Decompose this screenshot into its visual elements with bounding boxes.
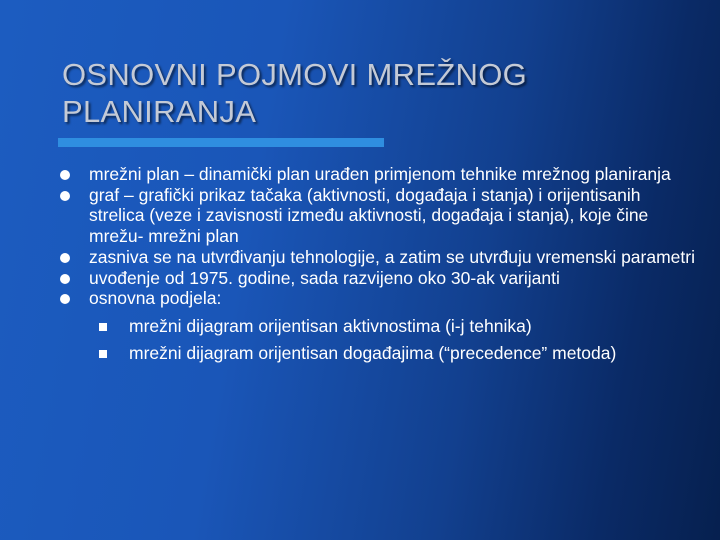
list-item	[60, 247, 700, 268]
square-bullet-icon	[99, 350, 107, 358]
slide-title: OSNOVNI POJMOVI MREŽNOG PLANIRANJA	[62, 57, 528, 129]
bullet-text: graf – grafički prikaz tačaka (aktivnosti, događaja i stanja) i orijentisanih strelica (veze i zavisnosti između aktivnosti, događaja i stanja), koje čine mrežu- mrežni plan	[89, 184, 649, 247]
bullet-text: uvođenje od 1975. godine, sada razvijeno oko 30-ak varijanti	[89, 267, 560, 288]
bullet-text: mrežni plan – dinamički plan urađen primjenom tehnike mrežnog planiranja	[89, 164, 671, 184]
list-item	[60, 185, 700, 247]
list-item	[60, 268, 700, 289]
bullet-text: osnovna podjela:	[89, 288, 222, 309]
sub-bullet-list	[89, 313, 700, 367]
sub-list-item	[99, 313, 700, 340]
list-item	[60, 164, 700, 185]
sub-bullet-text: mrežni dijagram orijentisan događajima (“precedence” metoda)	[129, 342, 617, 363]
bullet-list	[60, 164, 700, 367]
bullet-dot-icon	[60, 294, 70, 304]
bullet-dot-icon	[60, 253, 70, 263]
bullet-dot-icon	[60, 191, 70, 201]
title-underline	[58, 138, 384, 147]
list-item	[60, 288, 700, 367]
bullet-dot-icon	[60, 274, 70, 284]
square-bullet-icon	[99, 323, 107, 331]
sub-bullet-text: mrežni dijagram orijentisan aktivnostima (i-j tehnika)	[129, 315, 532, 336]
bullet-dot-icon	[60, 170, 70, 180]
bullet-text: zasniva se na utvrđivanju tehnologije, a zatim se utvrđuju vremenski parametri	[89, 246, 695, 267]
sub-list-item	[99, 340, 700, 367]
